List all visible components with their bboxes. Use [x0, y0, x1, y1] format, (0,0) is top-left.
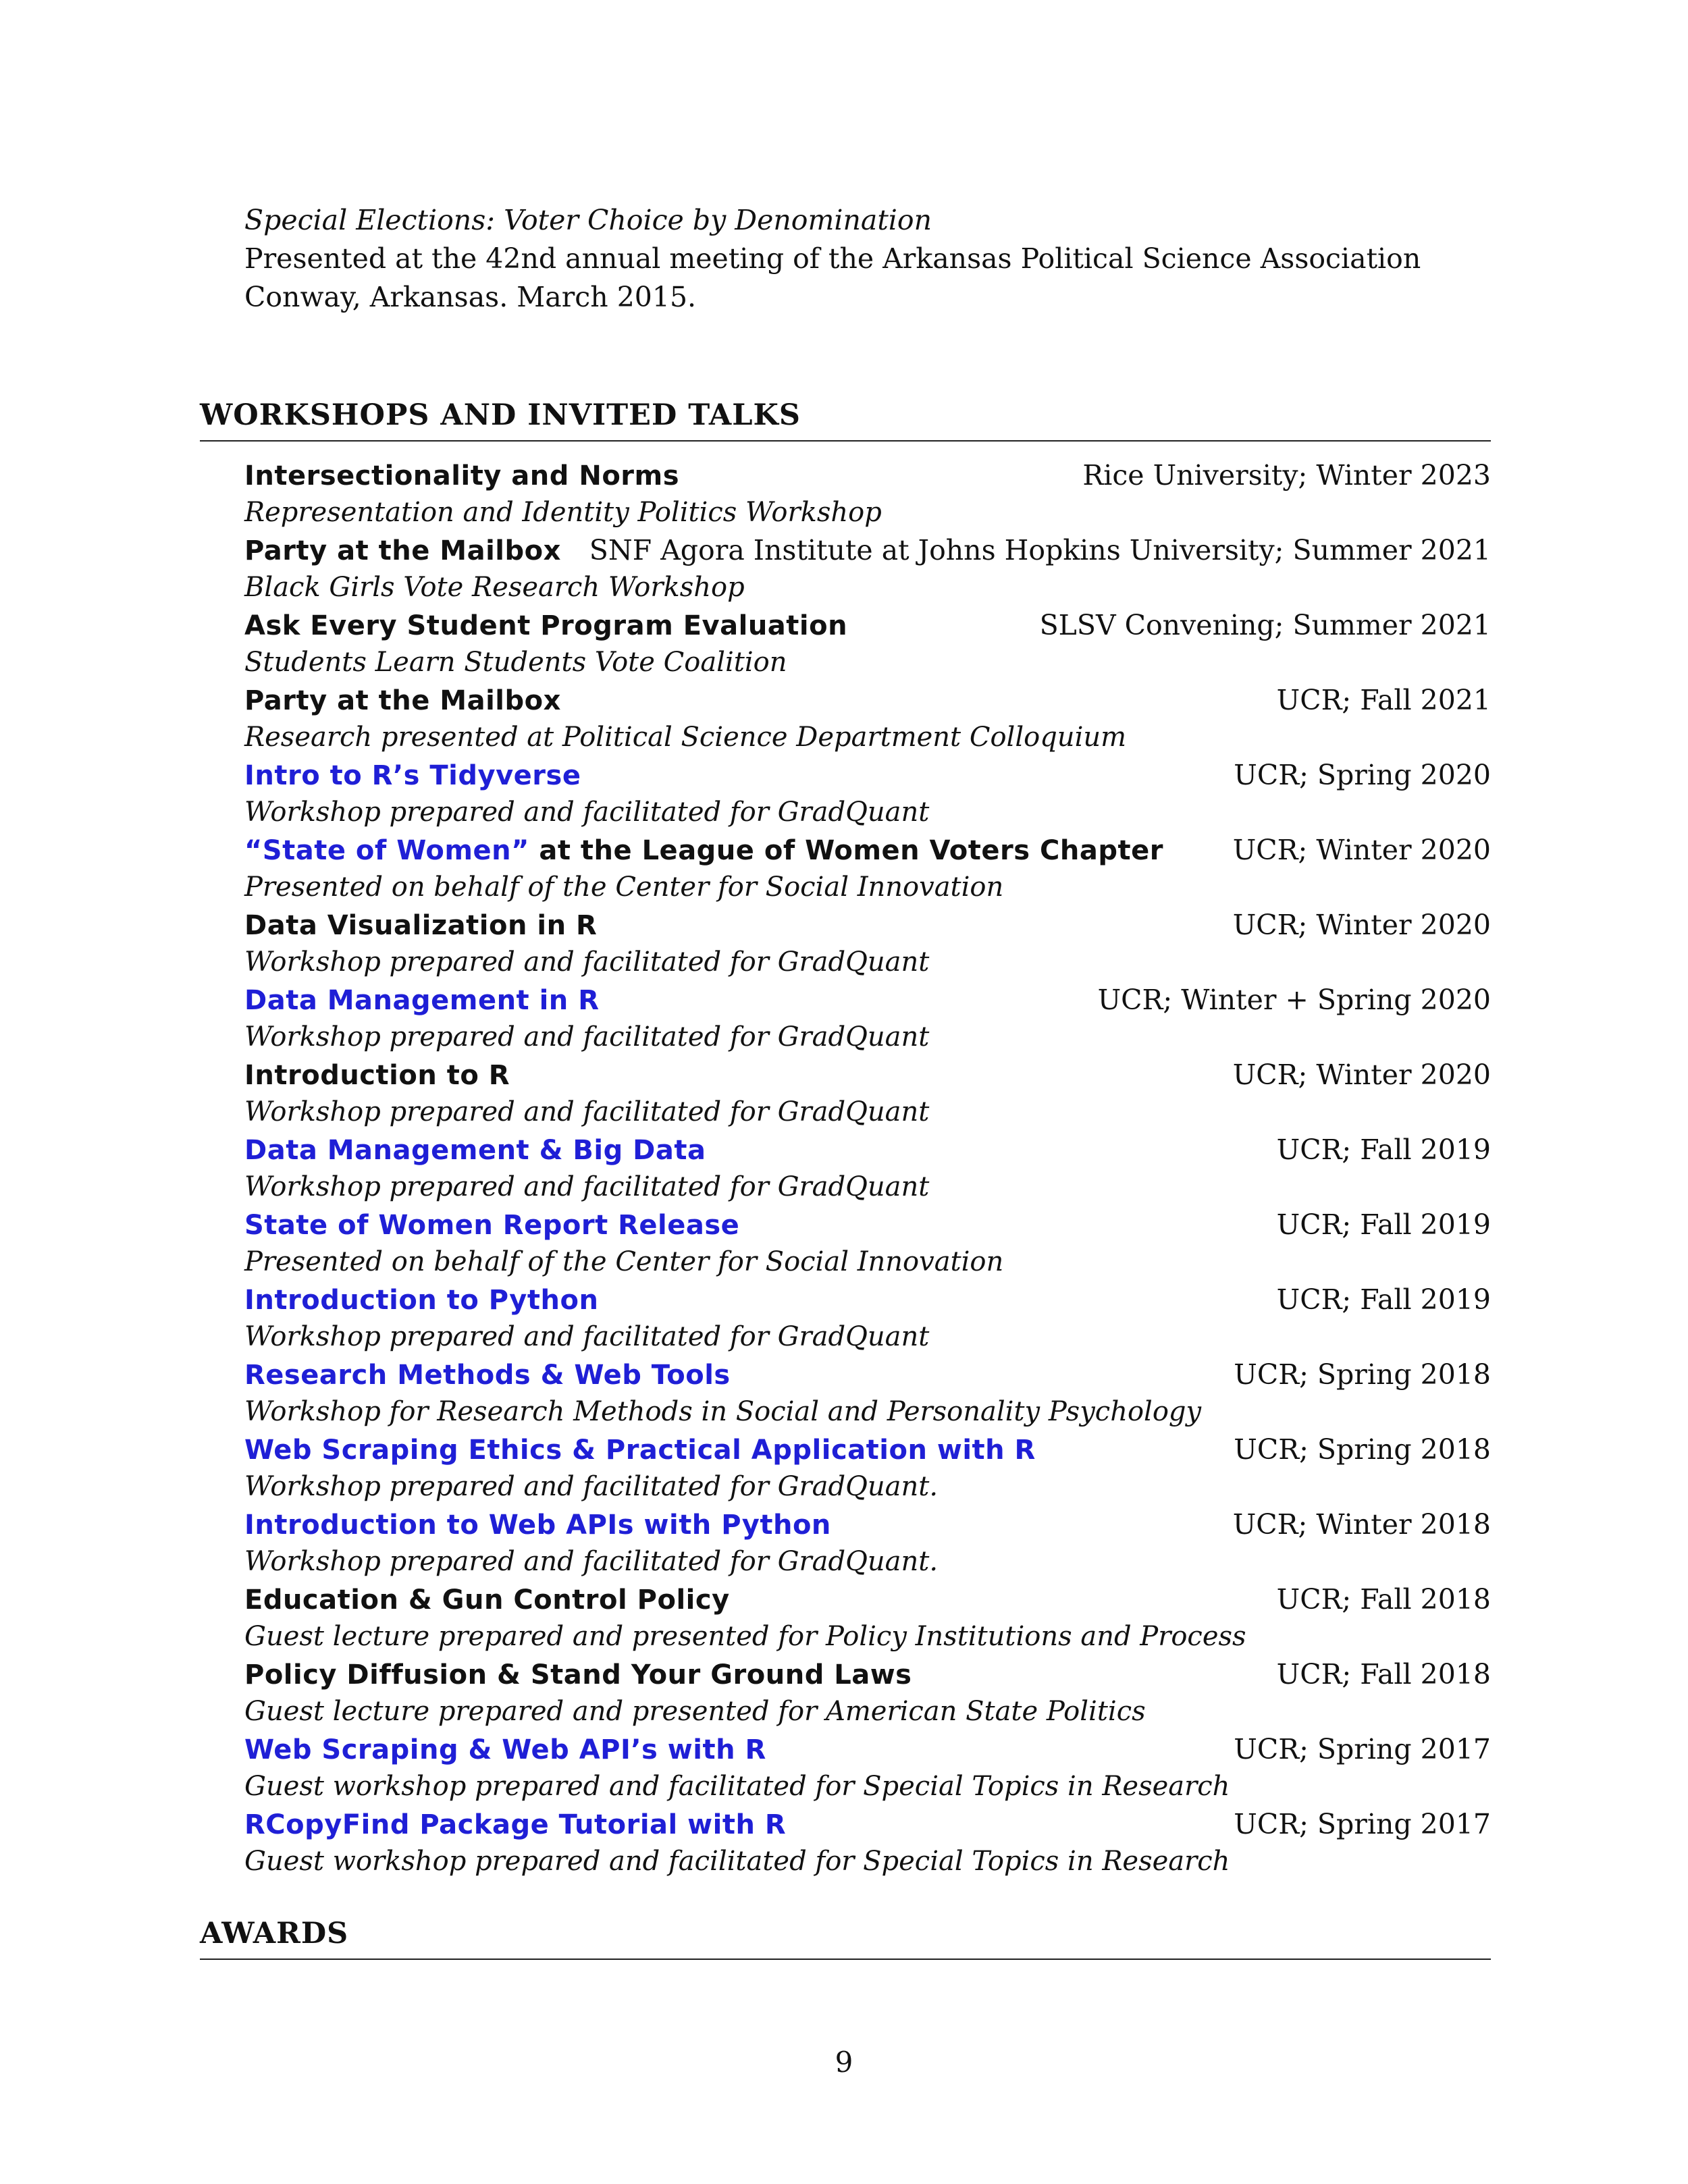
talks-list: [244, 456, 1491, 1880]
talk-title-link[interactable]: Introduction to Web APIs with Python: [244, 1510, 831, 1541]
talk-title: Data Visualization in R: [244, 910, 598, 941]
presentation-title: Special Elections: Voter Choice by Denomination: [244, 204, 932, 236]
talk-description: Black Girls Vote Research Workshop: [244, 572, 745, 603]
presentation-venue: Presented at the 42nd annual meeting of the Arkansas Political Science Association: [244, 242, 1421, 275]
talk-description: Representation and Identity Politics Workshop: [244, 497, 882, 528]
talk-description: Workshop prepared and facilitated for GradQuant: [244, 1021, 930, 1053]
talk-entry: [244, 531, 1491, 606]
talk-title-group: [244, 832, 1163, 870]
talk-venue-date: SNF Agora Institute at Johns Hopkins University; Summer 2021: [589, 534, 1491, 566]
talk-venue-date: SLSV Convening; Summer 2021: [1039, 609, 1491, 641]
talk-title-link[interactable]: Web Scraping & Web API’s with R: [244, 1734, 766, 1765]
workshops-heading: WORKSHOPS AND INVITED TALKS: [200, 398, 1491, 442]
talk-description: Guest workshop prepared and facilitated for Special Topics in Research: [244, 1846, 1230, 1877]
talk-venue-date: UCR; Spring 2017: [1234, 1808, 1491, 1840]
talk-title-rest: at the League of Women Voters Chapter: [529, 835, 1163, 866]
talk-title-link[interactable]: Data Management & Big Data: [244, 1135, 706, 1166]
talk-description: Workshop prepared and facilitated for GradQuant.: [244, 1546, 939, 1577]
talk-entry: [244, 1580, 1491, 1655]
talk-description: Workshop prepared and facilitated for GradQuant: [244, 1171, 930, 1202]
presentation-location-date: Conway, Arkansas. March 2015.: [244, 281, 697, 313]
talk-description: Workshop prepared and facilitated for GradQuant: [244, 797, 930, 828]
talk-entry: [244, 456, 1491, 531]
talk-venue-date: UCR; Fall 2019: [1276, 1134, 1491, 1166]
talk-venue-date: UCR; Spring 2020: [1234, 759, 1491, 791]
talk-description: Guest workshop prepared and facilitated for Special Topics in Research: [244, 1771, 1230, 1802]
talk-entry: [244, 981, 1491, 1056]
talk-title: Education & Gun Control Policy: [244, 1584, 730, 1616]
talk-title-link[interactable]: Data Management in R: [244, 985, 600, 1016]
talk-venue-date: UCR; Fall 2019: [1276, 1208, 1491, 1241]
talk-venue-date: UCR; Fall 2018: [1276, 1583, 1491, 1616]
talk-title: Party at the Mailbox: [244, 535, 561, 566]
talk-venue-date: UCR; Fall 2019: [1276, 1283, 1491, 1316]
talk-title: Party at the Mailbox: [244, 685, 561, 716]
talk-description: Guest lecture prepared and presented for American State Politics: [244, 1696, 1146, 1727]
talk-entry: [244, 1506, 1491, 1580]
talk-description: Workshop prepared and facilitated for GradQuant: [244, 947, 930, 978]
talk-entry: [244, 606, 1491, 681]
talk-title: Introduction to R: [244, 1060, 510, 1091]
talk-title-link[interactable]: Introduction to Python: [244, 1285, 599, 1316]
talk-venue-date: UCR; Winter 2020: [1232, 1059, 1491, 1091]
talk-venue-date: UCR; Winter 2020: [1232, 834, 1491, 866]
talk-entry: [244, 906, 1491, 981]
talk-entry: [244, 1056, 1491, 1131]
talk-entry: [244, 681, 1491, 756]
talk-title-link[interactable]: Research Methods & Web Tools: [244, 1360, 731, 1391]
talk-description: Research presented at Political Science Department Colloquium: [244, 722, 1127, 753]
awards-heading: AWARDS: [200, 1917, 1491, 1960]
talk-entry: [244, 1206, 1491, 1281]
talk-entry: [244, 1281, 1491, 1356]
talk-title: Intersectionality and Norms: [244, 460, 680, 491]
talk-description: Workshop prepared and facilitated for GradQuant: [244, 1321, 930, 1352]
talk-title-link[interactable]: Intro to R’s Tidyverse: [244, 760, 581, 791]
talk-entry: [244, 1431, 1491, 1506]
talk-description: Presented on behalf of the Center for Social Innovation: [244, 1246, 1004, 1277]
talk-entry: [244, 1655, 1491, 1730]
talk-venue-date: Rice University; Winter 2023: [1082, 459, 1491, 491]
talk-venue-date: UCR; Winter 2020: [1232, 909, 1491, 941]
talk-description: Workshop for Research Methods in Social and Personality Psychology: [244, 1396, 1202, 1427]
talk-entry: [244, 831, 1491, 906]
talk-title-link[interactable]: State of Women Report Release: [244, 1210, 740, 1241]
talk-venue-date: UCR; Winter 2018: [1232, 1508, 1491, 1541]
talk-title-link[interactable]: RCopyFind Package Tutorial with R: [244, 1809, 787, 1840]
talk-venue-date: UCR; Winter + Spring 2020: [1097, 984, 1491, 1016]
talk-description: Guest lecture prepared and presented for Policy Institutions and Process: [244, 1621, 1246, 1652]
talk-title: Policy Diffusion & Stand Your Ground Laws: [244, 1659, 912, 1690]
talk-title: Ask Every Student Program Evaluation: [244, 610, 848, 641]
presentation-entry: [244, 201, 1421, 317]
talk-venue-date: UCR; Spring 2017: [1234, 1733, 1491, 1765]
talk-entry: [244, 1356, 1491, 1431]
talk-entry: [244, 1131, 1491, 1206]
talk-description: Presented on behalf of the Center for Social Innovation: [244, 872, 1004, 903]
talk-venue-date: UCR; Fall 2021: [1276, 684, 1491, 716]
talk-description: Workshop prepared and facilitated for GradQuant.: [244, 1471, 939, 1502]
talk-entry: [244, 756, 1491, 831]
talk-venue-date: UCR; Spring 2018: [1234, 1433, 1491, 1466]
talk-entry: [244, 1730, 1491, 1805]
talk-description: Workshop prepared and facilitated for GradQuant: [244, 1096, 930, 1127]
talk-title-link[interactable]: “State of Women”: [244, 835, 529, 866]
talk-description: Students Learn Students Vote Coalition: [244, 647, 787, 678]
talk-entry: [244, 1805, 1491, 1880]
talk-venue-date: UCR; Fall 2018: [1276, 1658, 1491, 1690]
talk-venue-date: UCR; Spring 2018: [1234, 1358, 1491, 1391]
talk-title-link[interactable]: Web Scraping Ethics & Practical Application with R: [244, 1435, 1036, 1466]
page-number: 9: [835, 2046, 853, 2079]
